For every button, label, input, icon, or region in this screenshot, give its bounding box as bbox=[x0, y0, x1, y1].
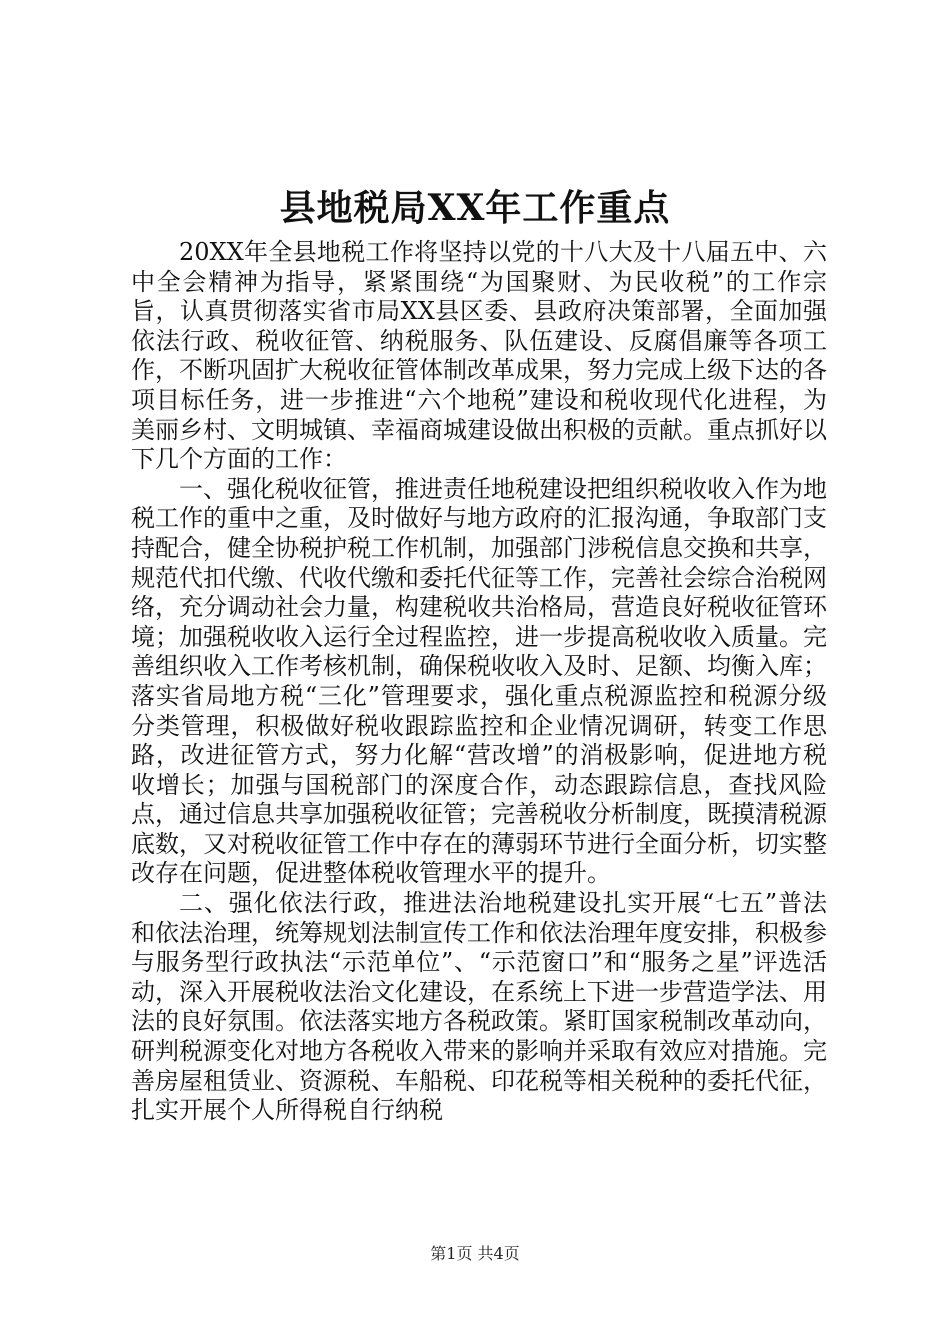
paragraph-section-1: 一、强化税收征管，推进责任地税建设把组织税收收入作为地税工作的重中之重，及时做好与地方政府的汇报沟通，争取部门支持配合，健全协税护税工作机制，加强部门涉税信息交换和共享，规范代扣代缴、代收代缴和委托代征等工作，完善社会综合治税网络，充分调动社会力量，构建税收共治格局，营造良好税收征管环境；加强税收收入运行全过程监控，进一步提高税收收入质量。完善组织收入工作考核机制，确保税收收入及时、足额、均衡入库；落实省局地方税“三化”管理要求，强化重点税源监控和税源分级分类管理，积极做好税收跟踪监控和企业情况调研，转变工作思路，改进征管方式，努力化解“营改增”的消极影响，促进地方税收增长；加强与国税部门的深度合作，动态跟踪信息，查找风险点，通过信息共享加强税收征管；完善税收分析制度，既摸清税源底数，又对税收征管工作中存在的薄弱环节进行全面分析，切实整改存在问题，促进整体税收管理水平的提升。 bbox=[131, 474, 827, 888]
document-title: 县地税局XX年工作重点 bbox=[279, 187, 671, 229]
page-number-label: 第1页 共4页 bbox=[430, 1244, 520, 1263]
document-body bbox=[131, 238, 827, 1126]
paragraph-section-2: 二、强化依法行政，推进法治地税建设扎实开展“七五”普法和依法治理，统筹规划法制宣传工作和依法治理年度安排，积极参与服务型行政执法“示范单位”、“示范窗口”和“服务之星”评选活动，深入开展税收法治文化建设，在系统上下进一步营造学法、用法的良好氛围。依法落实地方各税政策。紧盯国家税制改革动向，研判税源变化对地方各税收入带来的影响并采取有效应对措施。完善房屋租赁业、资源税、车船税、印花税等相关税种的委托代征，扎实开展个人所得税自行纳税 bbox=[131, 889, 827, 1125]
page-footer bbox=[0, 1244, 950, 1264]
paragraph-intro: 20XX年全县地税工作将坚持以党的十八大及十八届五中、六中全会精神为指导，紧紧围绕“为国聚财、为民收税”的工作宗旨，认真贯彻落实省市局XX县区委、县政府决策部署，全面加强依法行政、税收征管、纳税服务、队伍建设、反腐倡廉等各项工作，不断巩固扩大税收征管体制改革成果，努力完成上级下达的各项目标任务，进一步推进“六个地税”建设和税收现代化进程，为美丽乡村、文明城镇、幸福商城建设做出积极的贡献。重点抓好以下几个方面的工作： bbox=[131, 238, 827, 474]
